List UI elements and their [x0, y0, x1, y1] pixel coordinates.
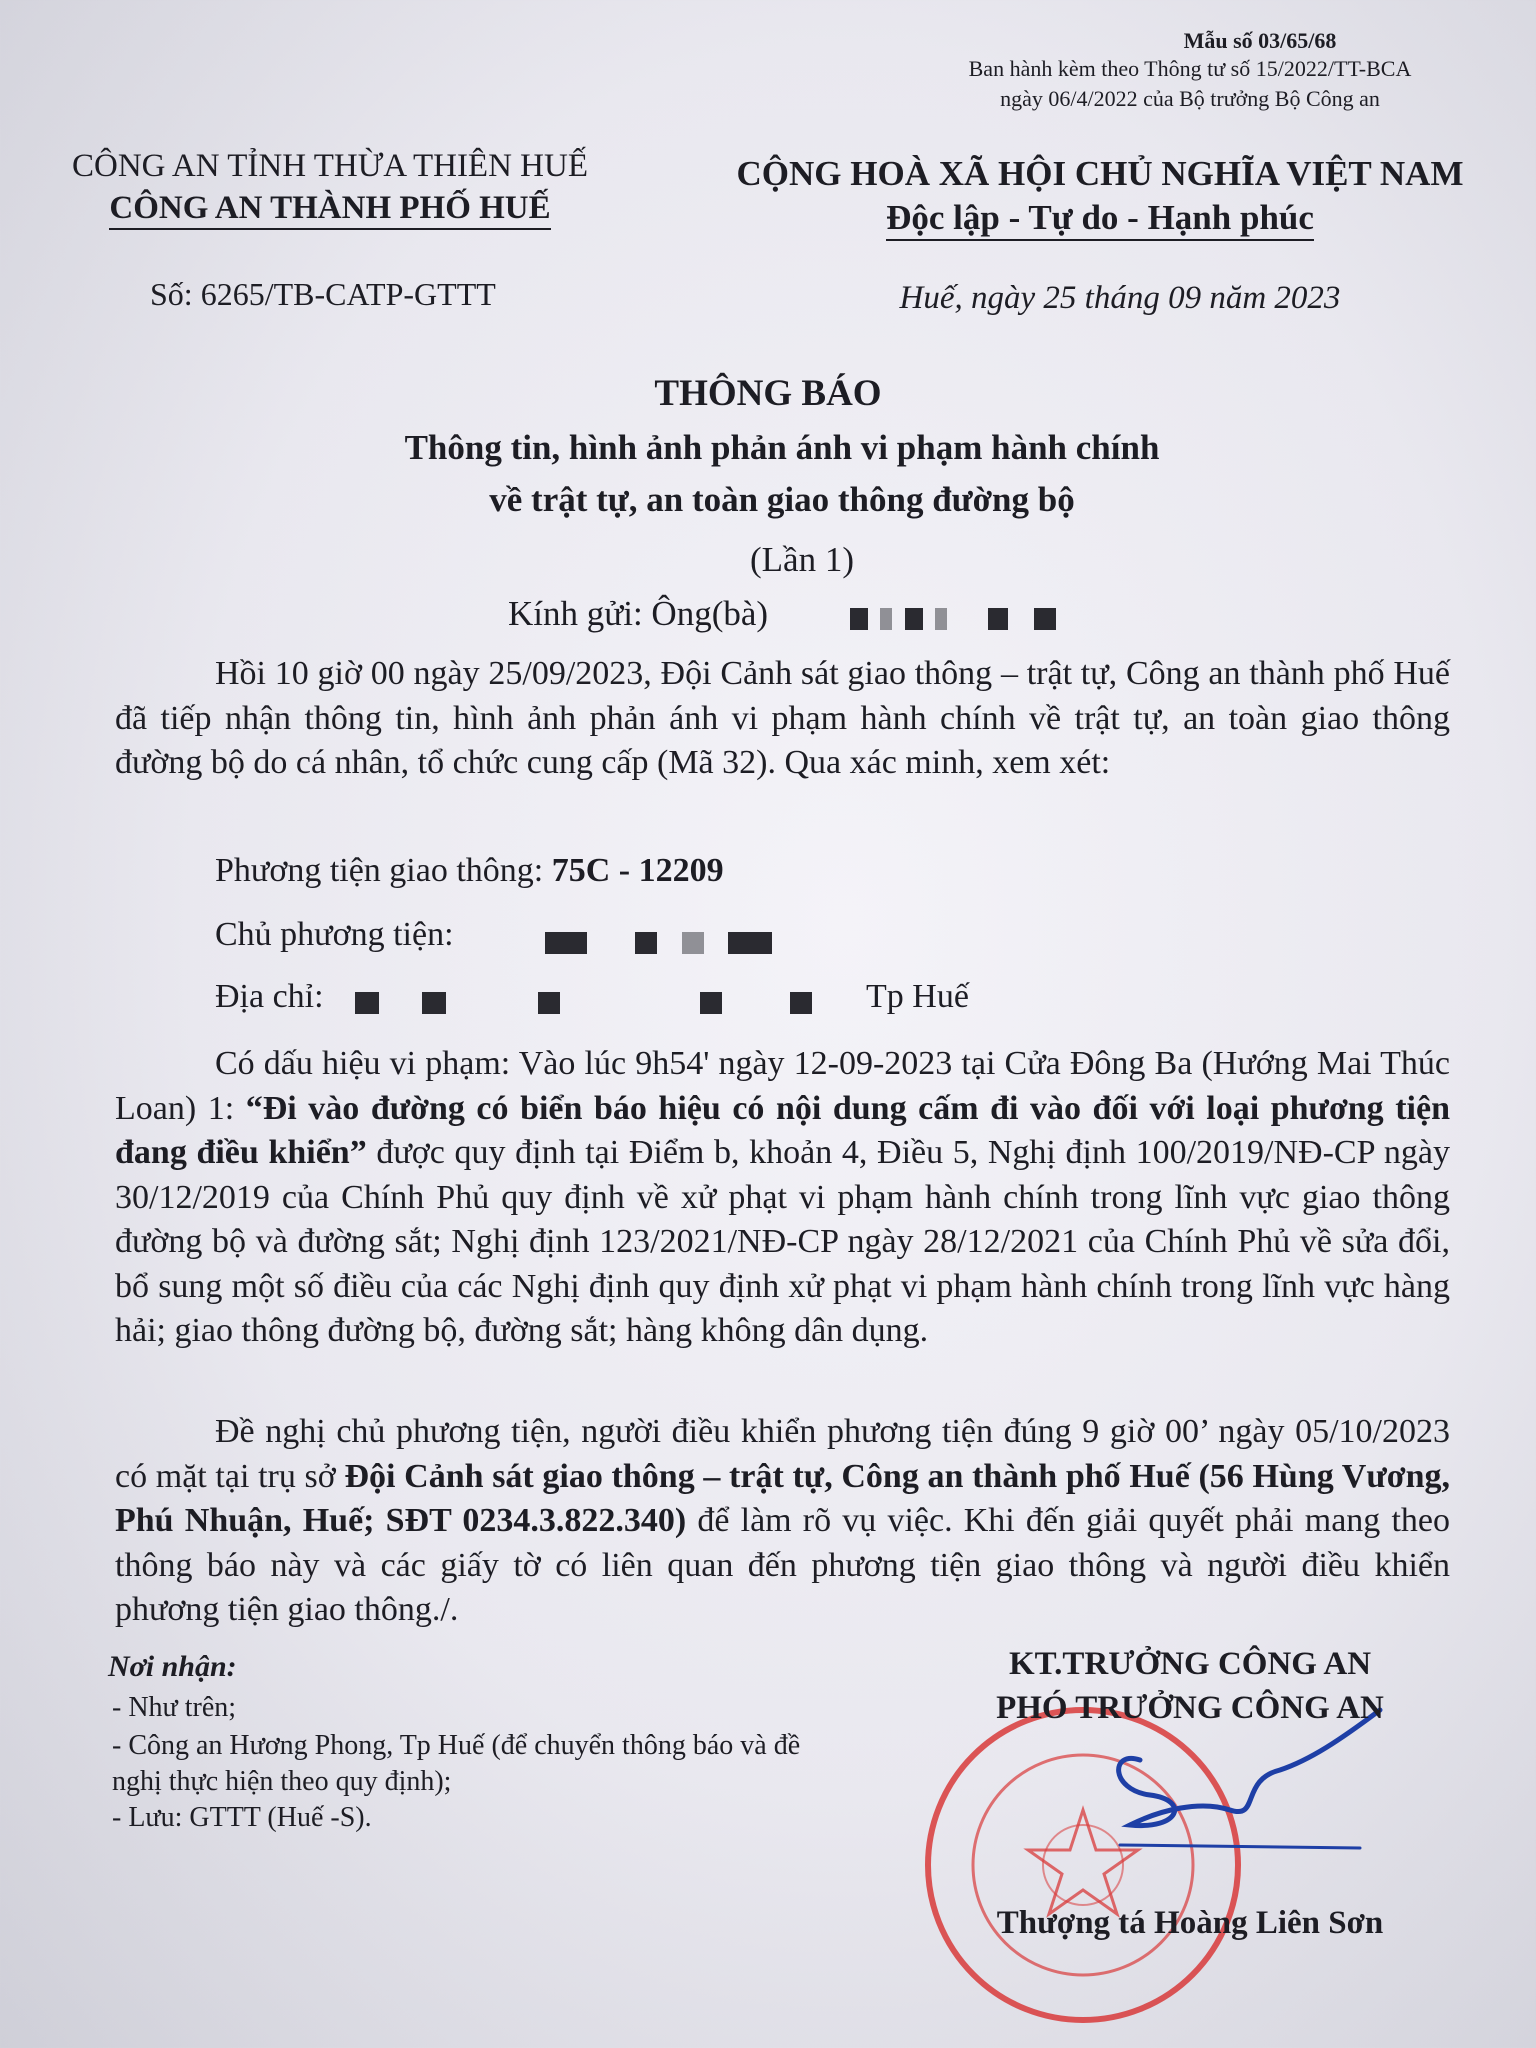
notice-count: (Lần 1)	[750, 540, 854, 579]
vehicle-plate: 75C - 12209	[551, 852, 724, 889]
redaction-block	[790, 992, 812, 1014]
agency-parent: CÔNG AN TỈNH THỪA THIÊN HUẾ	[71, 148, 588, 184]
nation-name: CỘNG HOÀ XÃ HỘI CHỦ NGHĨA VIỆT NAM	[736, 154, 1464, 193]
owner-label: Chủ phương tiện:	[215, 916, 454, 953]
paragraph-violation	[115, 1042, 1450, 1354]
redaction-block	[850, 608, 868, 630]
addressee-label: Kính gửi: Ông(bà)	[508, 594, 769, 633]
redaction-block	[988, 608, 1008, 630]
redaction-block	[880, 608, 892, 630]
redaction-block	[935, 608, 947, 630]
signature-title-2: PHÓ TRƯỞNG CÔNG AN	[996, 1690, 1384, 1726]
paragraph-intro	[115, 652, 1450, 786]
request-text-b: để làm rõ vụ việc. Khi đến giải quyết phải mang theo thông báo này và các giấy tờ có liên quan đến phương tiện giao thông và người điều khiển phương tiện giao thông./.	[115, 1502, 1450, 1628]
redaction-block	[1034, 608, 1056, 630]
violation-text-b: được quy định tại Điểm b, khoản 4, Điều 5, Nghị định 100/2019/NĐ-CP ngày 30/12/2019 của Chính Phủ quy định về xử phạt vi phạm hành chính trong lĩnh vực giao thông đường bộ và đường sắt; Nghị định 123/2021/NĐ-CP ngày 28/12/2021 của Chính Phủ về sửa đổi, bổ sung một số điều của các Nghị định quy định xử phạt vi phạm hành chính trong lĩnh vực hàng hải; giao thông đường bộ, đường sắt; hàng không dân dụng.	[115, 1134, 1450, 1349]
request-office: Đội Cảnh sát giao thông – trật tự, Công an thành phố Huế (56 Hùng Vương, Phú Nhuận, Huế; SĐT 0234.3.822.340)	[115, 1457, 1450, 1539]
agency-name-text: CÔNG AN THÀNH PHỐ HUẾ	[109, 190, 550, 230]
agency-name	[20, 190, 640, 227]
issued-line-2: ngày 06/4/2022 của Bộ trưởng Bộ Công an	[1000, 86, 1380, 111]
redaction-block	[682, 932, 704, 954]
violation-description: “Đi vào đường có biển báo hiệu có nội dung cấm đi vào đối với loại phương tiện đang điều khiển”	[115, 1089, 1450, 1171]
nation-motto-text: Độc lập - Tự do - Hạnh phúc	[886, 198, 1314, 241]
address-label: Địa chỉ:	[215, 978, 324, 1015]
redaction-block	[355, 992, 379, 1014]
redaction-block	[538, 992, 560, 1014]
issued-line-1: Ban hành kèm theo Thông tư số 15/2022/TT-BCA	[968, 56, 1412, 81]
redaction-block	[545, 932, 587, 954]
document-subtitle-2: về trật tự, an toàn giao thông đường bộ	[489, 480, 1075, 519]
signer-name: Thượng tá Hoàng Liên Sơn	[996, 1905, 1384, 1941]
form-number: Mẫu số 03/65/68	[1183, 28, 1337, 53]
document-number: Số: 6265/TB-CATP-GTTT	[150, 276, 496, 312]
paragraph-intro-text: Hồi 10 giờ 00 ngày 25/09/2023, Đội Cảnh sát giao thông – trật tự, Công an thành phố Huế đã tiếp nhận thông tin, hình ảnh phản ánh vi phạm hành chính về trật tự, an toàn giao thông đường bộ do cá nhân, tổ chức cung cấp (Mã 32). Qua xác minh, xem xét:	[115, 655, 1450, 781]
vehicle-line	[215, 852, 724, 890]
document-subtitle-1: Thông tin, hình ảnh phản ánh vi phạm hành chính	[404, 428, 1160, 467]
vehicle-label: Phương tiện giao thông:	[215, 852, 552, 889]
redaction-block	[700, 992, 722, 1014]
recipient-item: - Như trên;	[112, 1692, 237, 1723]
document-title: THÔNG BÁO	[654, 373, 882, 414]
redaction-block	[728, 932, 772, 954]
violation-text-a: Có dấu hiệu vi phạm: Vào lúc 9h54' ngày 12-09-2023 tại Cửa Đông Ba (Hướng Mai Thúc Loan) 1:	[115, 1045, 1450, 1127]
document-date: Huế, ngày 25 tháng 09 năm 2023	[899, 280, 1341, 316]
recipient-item: - Công an Hương Phong, Tp Huế (để chuyển thông báo và đề nghị thực hiện theo quy định);	[112, 1730, 801, 1797]
signature-title-1: KT.TRƯỞNG CÔNG AN	[1008, 1646, 1372, 1682]
redaction-block	[635, 932, 657, 954]
handwritten-signature	[1090, 1700, 1390, 1880]
request-text-a: Đề nghị chủ phương tiện, người điều khiển phương tiện đúng 9 giờ 00’ ngày 05/10/2023 có mặt tại trụ sở	[115, 1413, 1450, 1495]
paragraph-request	[115, 1410, 1450, 1633]
redaction-block	[422, 992, 446, 1014]
address-city: Tp Huế	[866, 978, 969, 1015]
recipient-item: - Lưu: GTTT (Huế -S).	[112, 1802, 372, 1833]
nation-motto	[680, 198, 1520, 238]
recipients-heading: Nơi nhận:	[108, 1650, 237, 1683]
redaction-block	[905, 608, 923, 630]
